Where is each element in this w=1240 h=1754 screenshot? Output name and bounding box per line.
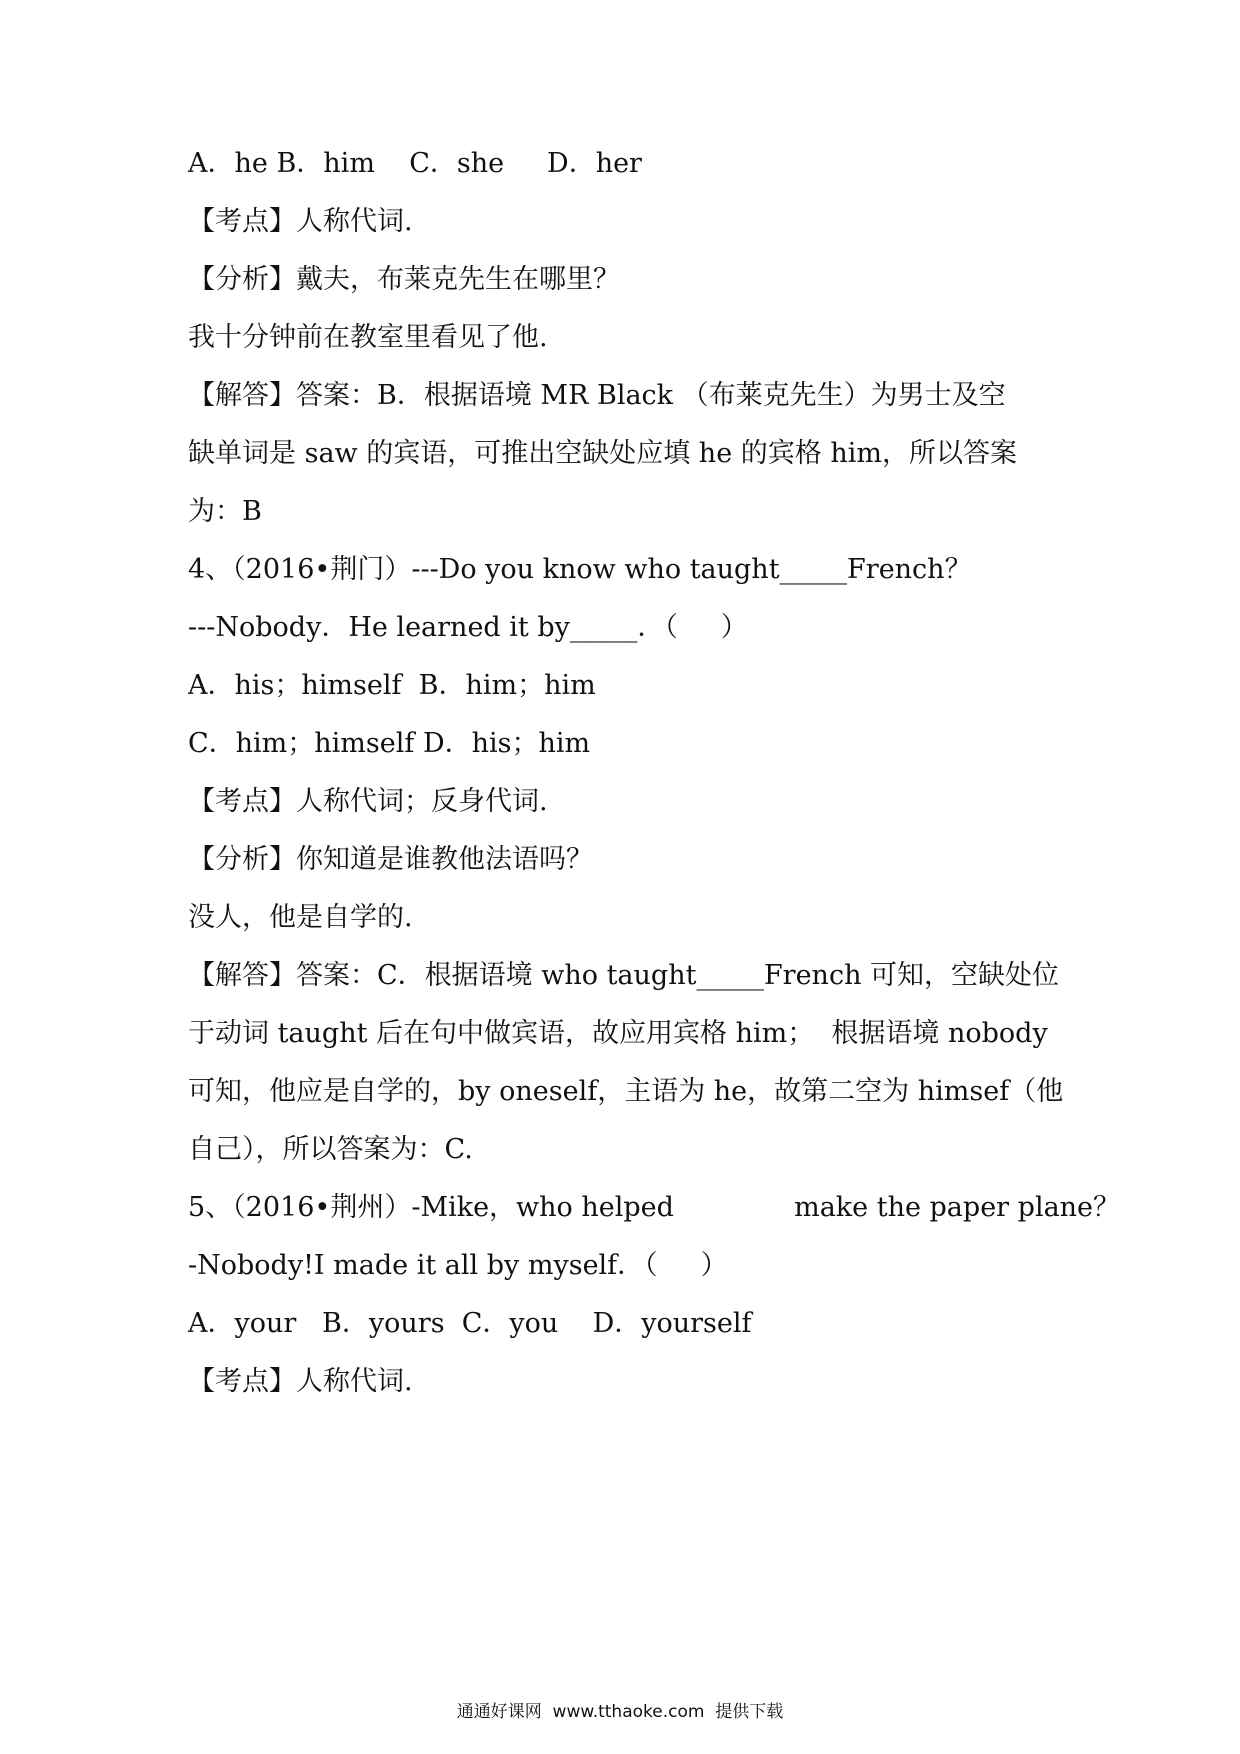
text-line: A．his；himself B．him；him xyxy=(188,670,596,701)
text-line: 【考点】人称代词. xyxy=(188,206,413,237)
text-line: 5、（2016•荆州）-Mike，who helped make the paper plane？ xyxy=(188,1192,1121,1223)
page-footer: 通通好课网 www.tthaoke.com 提供下载 xyxy=(456,1702,784,1722)
text-line: -Nobody!I made it all by myself．（ ） xyxy=(188,1250,728,1281)
text-line: 【分析】戴夫，布莱克先生在哪里？ xyxy=(188,264,620,295)
text-line: 【考点】人称代词. xyxy=(188,1366,413,1397)
text-line: 缺单词是 saw 的宾语，可推出空缺处应填 he 的宾格 him，所以答案 xyxy=(188,438,1017,469)
text-line: 可知，他应是自学的，by oneself，主语为 he，故第二空为 himsef（他 xyxy=(188,1076,1064,1107)
text-line: 【解答】答案：C．根据语境 who taught_____French 可知，空缺处位 xyxy=(188,960,1060,991)
text-line: 为：B xyxy=(188,496,262,527)
text-line: 于动词 taught 后在句中做宾语，故应用宾格 him； 根据语境 nobody xyxy=(188,1018,1048,1049)
text-line: 自己），所以答案为：C. xyxy=(188,1134,473,1165)
text-line: 4、（2016•荆门）---Do you know who taught_____French？ xyxy=(188,554,972,585)
text-line: 我十分钟前在教室里看见了他. xyxy=(188,322,548,353)
text-line: 【考点】人称代词；反身代词. xyxy=(188,786,548,817)
text-line: ---Nobody．He learned it by_____．（ ） xyxy=(188,612,748,643)
text-line: 【分析】你知道是谁教他法语吗？ xyxy=(188,844,593,875)
text-line: A．he B．him C．she D．her xyxy=(188,148,642,179)
text-line: 没人，他是自学的. xyxy=(188,902,413,933)
text-line: A．your B．yours C．you D．yourself xyxy=(188,1308,752,1339)
text-line: C．him；himself D．his；him xyxy=(188,728,591,759)
text-line: 【解答】答案：B．根据语境 MR Black （布莱克先生）为男士及空 xyxy=(188,380,1006,411)
